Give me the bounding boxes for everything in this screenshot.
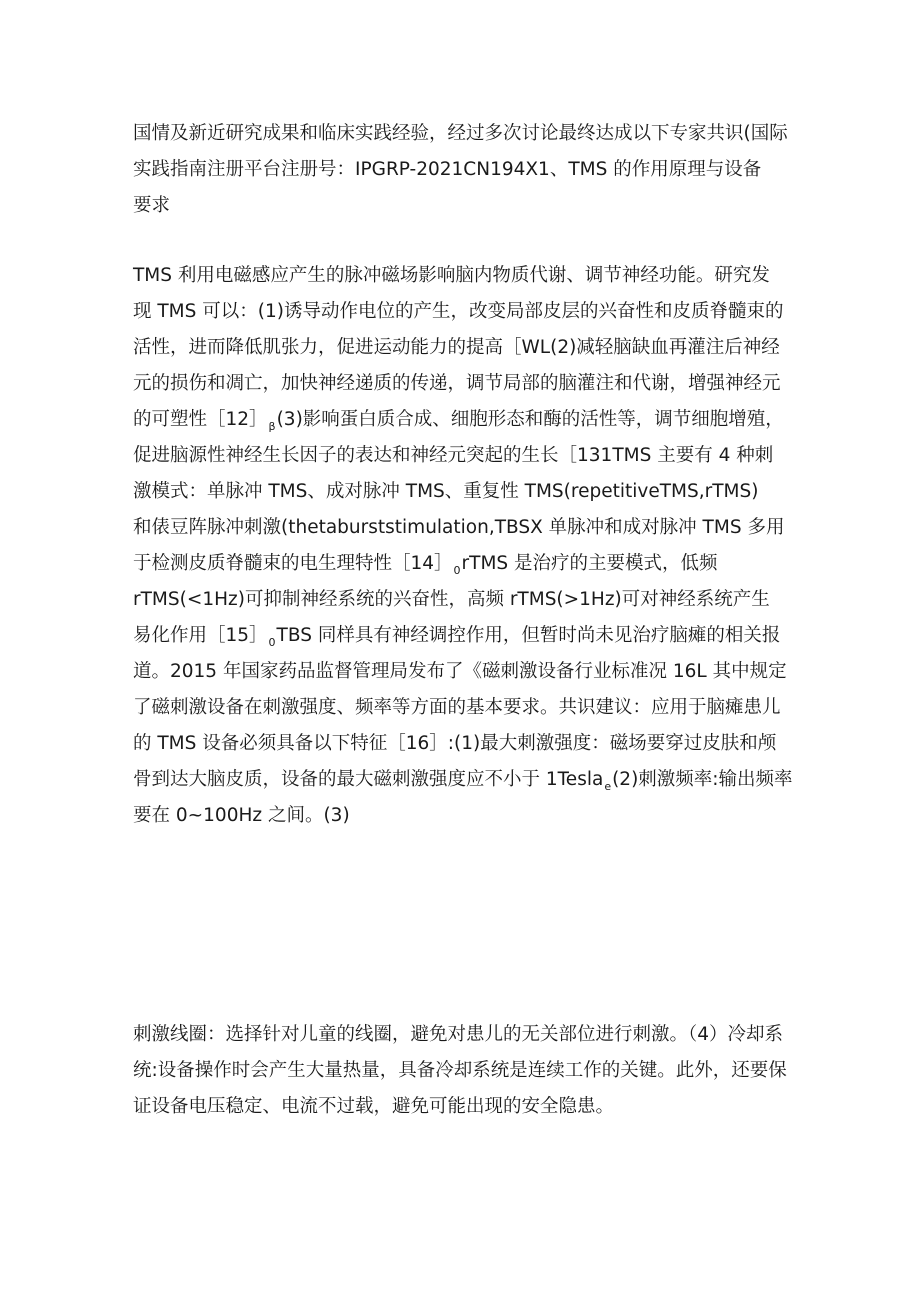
text-line — [133, 618, 798, 654]
text-line: 实践指南注册平台注册号：IPGRP-2021CN194X1、TMS 的作用原理与设备 — [133, 159, 762, 180]
paragraph-2 — [133, 258, 798, 834]
text-segment: 骨到达大脑皮质，设备的最大磁刺激强度应不小于 1Tesla — [133, 769, 604, 790]
subscript-mark: β — [268, 420, 276, 433]
text-segment: (3)影响蛋白质合成、细胞形态和酶的活性等，调节细胞增殖， — [276, 409, 784, 430]
text-line: 证设备电压稳定、电流不过载，避免可能出现的安全隐患。 — [133, 1096, 615, 1117]
subscript-mark: e — [604, 780, 612, 793]
text-segment: rTMS 是治疗的主要模式，低频 — [461, 553, 718, 574]
text-segment: 易化作用［15］ — [133, 625, 268, 646]
text-segment: 的可塑性［12］ — [133, 409, 268, 430]
text-line: 促进脑源性神经生长因子的表达和神经元突起的生长［131TMS 主要有 4 种刺 — [133, 445, 774, 466]
paragraph-3 — [133, 1017, 798, 1125]
text-line: 国情及新近研究成果和临床实践经验，经过多次讨论最终达成以下专家共识(国际 — [133, 123, 788, 144]
text-segment: 于检测皮质脊髓束的电生理特性［14］ — [133, 553, 453, 574]
text-line: 的 TMS 设备必须具备以下特征［16］:(1)最大刺激强度：磁场要穿过皮肤和颅 — [133, 733, 777, 754]
text-line: 现 TMS 可以：(1)诱导动作电位的产生，改变局部皮层的兴奋性和皮质脊髓束的 — [133, 301, 784, 322]
subscript-mark: 0 — [453, 564, 461, 577]
text-line: 和俵豆阵脉冲刺激(thetaburststimulation,TBSX 单脉冲和成对脉冲 TMS 多用 — [133, 517, 785, 538]
text-line: 要在 0~100Hz 之间。(3) — [133, 805, 350, 826]
paragraph-1 — [133, 116, 798, 224]
text-line — [133, 546, 798, 582]
text-line: 要求 — [133, 195, 171, 216]
text-line: 刺激线圈：选择针对儿童的线圈，避免对患儿的无关部位进行刺激。（4）冷却系 — [133, 1024, 784, 1045]
text-line — [133, 762, 798, 798]
text-line: rTMS(<1Hz)可抑制神经系统的兴奋性，高频 rTMS(>1Hz)可对神经系统产生 — [133, 589, 770, 610]
text-line: TMS 利用电磁感应产生的脉冲磁场影响脑内物质代谢、调节神经功能。研究发 — [133, 265, 770, 286]
subscript-mark: 0 — [268, 636, 276, 649]
text-line: 了磁刺激设备在刺激强度、频率等方面的基本要求。共识建议：应用于脑瘫患儿 — [133, 697, 781, 718]
text-line: 元的损伤和凋亡，加快神经递质的传递，调节局部的脑灌注和代谢，增强神经元 — [133, 373, 781, 394]
text-line: 活性，进而降低肌张力，促进运动能力的提高［WL(2)减轻脑缺血再灌注后神经 — [133, 337, 780, 358]
text-line: 道。2015 年国家药品监督管理局发布了《磁刺激设备行业标准况 16L 其中规定 — [133, 661, 787, 682]
text-line — [133, 402, 798, 438]
text-segment: TBS 同样具有神经调控作用，但暂时尚未见治疗脑瘫的相关报 — [276, 625, 781, 646]
text-segment: (2)刺激频率:输出频率 — [612, 769, 793, 790]
text-line: 统:设备操作时会产生大量热量，具备冷却系统是连续工作的关键。此外，还要保 — [133, 1060, 787, 1081]
text-line: 激模式：单脉冲 TMS、成对脉冲 TMS、重复性 TMS(repetitiveTMS,rTMS) — [133, 481, 759, 502]
